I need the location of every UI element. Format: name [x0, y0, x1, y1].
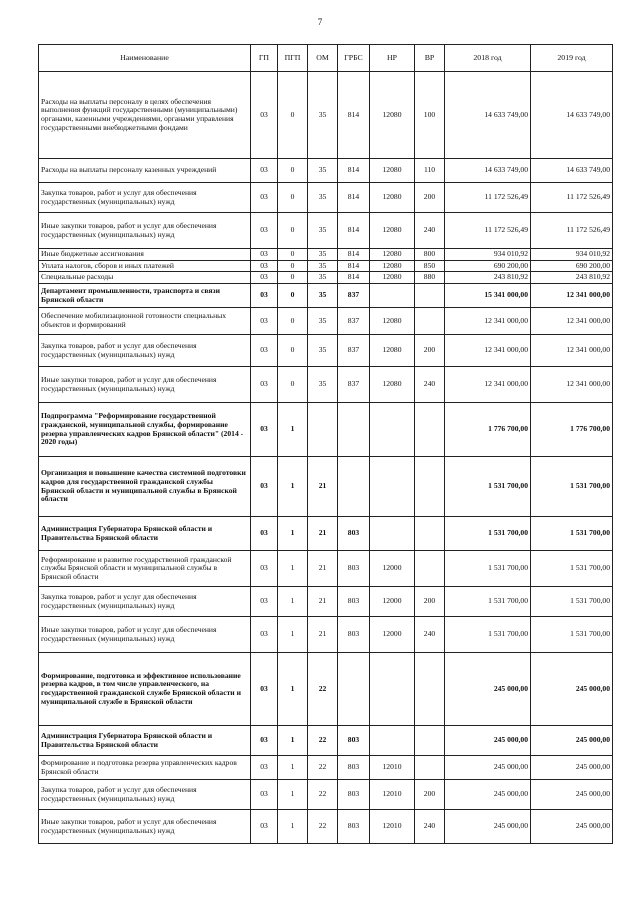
cell-nr: 12080	[370, 249, 415, 261]
table-row	[39, 308, 613, 335]
cell-2019: 12 341 000,00	[531, 284, 613, 308]
cell-nr: 12010	[370, 780, 415, 810]
cell-vr	[415, 308, 445, 335]
cell-2018: 1 531 700,00	[445, 587, 531, 617]
header-row	[39, 45, 613, 72]
cell-2018: 1 531 700,00	[445, 551, 531, 587]
table-row	[39, 183, 613, 213]
cell-gp: 03	[251, 260, 278, 272]
cell-2019: 243 810,92	[531, 272, 613, 284]
cell-pgp: 1	[278, 780, 308, 810]
cell-2019: 934 010,92	[531, 249, 613, 261]
cell-name: Реформирование и развитие государственной гражданской службы Брянской области и муниципальной службы в Брянской области	[39, 551, 251, 587]
cell-gp: 03	[251, 72, 278, 159]
cell-gp: 03	[251, 517, 278, 551]
cell-name: Иные закупки товаров, работ и услуг для обеспечения государственных (муниципальных) нужд	[39, 367, 251, 403]
cell-name: Расходы на выплаты персоналу казенных учреждений	[39, 159, 251, 183]
cell-pgp: 0	[278, 367, 308, 403]
cell-2018: 11 172 526,49	[445, 183, 531, 213]
cell-gp: 03	[251, 284, 278, 308]
cell-pgp: 0	[278, 72, 308, 159]
cell-name: Иные закупки товаров, работ и услуг для обеспечения государственных (муниципальных) нужд	[39, 617, 251, 653]
cell-vr	[415, 284, 445, 308]
cell-pgp: 1	[278, 517, 308, 551]
cell-grbs: 837	[338, 308, 370, 335]
cell-grbs: 803	[338, 756, 370, 780]
cell-gp: 03	[251, 756, 278, 780]
cell-nr: 12080	[370, 308, 415, 335]
cell-vr: 240	[415, 213, 445, 249]
table-row	[39, 284, 613, 308]
cell-2018: 14 633 749,00	[445, 72, 531, 159]
cell-2019: 1 531 700,00	[531, 517, 613, 551]
cell-2018: 245 000,00	[445, 810, 531, 844]
cell-grbs	[338, 403, 370, 457]
cell-2019: 1 531 700,00	[531, 617, 613, 653]
cell-2018: 245 000,00	[445, 780, 531, 810]
cell-2019: 1 531 700,00	[531, 457, 613, 517]
cell-2019: 1 531 700,00	[531, 551, 613, 587]
cell-2019: 245 000,00	[531, 756, 613, 780]
cell-name: Иные закупки товаров, работ и услуг для обеспечения государственных (муниципальных) нужд	[39, 213, 251, 249]
cell-om: 35	[308, 260, 338, 272]
cell-2018: 690 200,00	[445, 260, 531, 272]
cell-nr: 12080	[370, 335, 415, 367]
cell-vr: 110	[415, 159, 445, 183]
header-vr: ВР	[415, 45, 445, 72]
cell-grbs: 803	[338, 810, 370, 844]
cell-name: Расходы на выплаты персоналу в целях обеспечения выполнения функций государственными (муниципальными) органами, казенными учреждениями, органами управления государственными внебюджетными фондами	[39, 72, 251, 159]
cell-2019: 14 633 749,00	[531, 159, 613, 183]
cell-vr: 880	[415, 272, 445, 284]
cell-om: 22	[308, 756, 338, 780]
cell-name: Обеспечение мобилизационной готовности специальных объектов и формирований	[39, 308, 251, 335]
cell-2019: 14 633 749,00	[531, 72, 613, 159]
cell-name: Иные бюджетные ассигнования	[39, 249, 251, 261]
header-grbs: ГРБС	[338, 45, 370, 72]
header-2018: 2018 год	[445, 45, 531, 72]
cell-name: Специальные расходы	[39, 272, 251, 284]
cell-gp: 03	[251, 249, 278, 261]
table-row	[39, 260, 613, 272]
cell-2019: 12 341 000,00	[531, 308, 613, 335]
cell-om: 35	[308, 249, 338, 261]
cell-2019: 1 776 700,00	[531, 403, 613, 457]
page-number: 7	[317, 17, 323, 27]
table-row	[39, 367, 613, 403]
cell-om: 22	[308, 780, 338, 810]
cell-gp: 03	[251, 403, 278, 457]
cell-nr	[370, 653, 415, 726]
cell-gp: 03	[251, 213, 278, 249]
table-row	[39, 335, 613, 367]
cell-nr: 12080	[370, 72, 415, 159]
cell-name: Организация и повышение качества системной подготовки кадров для государственной гражданской службы Брянской области и муниципальной службы в Брянской области	[39, 457, 251, 517]
cell-2018: 1 531 700,00	[445, 517, 531, 551]
cell-gp: 03	[251, 367, 278, 403]
cell-nr: 12080	[370, 367, 415, 403]
cell-om: 21	[308, 457, 338, 517]
cell-2018: 15 341 000,00	[445, 284, 531, 308]
cell-2018: 12 341 000,00	[445, 308, 531, 335]
cell-vr	[415, 457, 445, 517]
header-name: Наименование	[39, 45, 251, 72]
cell-nr	[370, 457, 415, 517]
cell-vr: 100	[415, 72, 445, 159]
cell-pgp: 0	[278, 159, 308, 183]
cell-2019: 11 172 526,49	[531, 183, 613, 213]
cell-gp: 03	[251, 726, 278, 756]
cell-nr: 12000	[370, 617, 415, 653]
cell-name: Администрация Губернатора Брянской области и Правительства Брянской области	[39, 517, 251, 551]
cell-om: 22	[308, 726, 338, 756]
cell-gp: 03	[251, 272, 278, 284]
cell-grbs: 814	[338, 249, 370, 261]
table-row	[39, 810, 613, 844]
cell-grbs: 803	[338, 726, 370, 756]
header-gp: ГП	[251, 45, 278, 72]
cell-pgp: 1	[278, 587, 308, 617]
cell-gp: 03	[251, 308, 278, 335]
cell-nr	[370, 284, 415, 308]
cell-2018: 245 000,00	[445, 756, 531, 780]
cell-vr: 800	[415, 249, 445, 261]
cell-2018: 245 000,00	[445, 653, 531, 726]
cell-grbs: 803	[338, 780, 370, 810]
cell-pgp: 1	[278, 403, 308, 457]
cell-vr: 200	[415, 335, 445, 367]
cell-grbs: 803	[338, 617, 370, 653]
cell-om: 21	[308, 617, 338, 653]
table-row	[39, 517, 613, 551]
cell-vr	[415, 726, 445, 756]
cell-om: 22	[308, 653, 338, 726]
cell-vr: 200	[415, 183, 445, 213]
cell-2018: 243 810,92	[445, 272, 531, 284]
cell-vr: 850	[415, 260, 445, 272]
cell-gp: 03	[251, 617, 278, 653]
cell-grbs: 803	[338, 551, 370, 587]
cell-gp: 03	[251, 653, 278, 726]
cell-gp: 03	[251, 587, 278, 617]
cell-nr: 12080	[370, 213, 415, 249]
cell-om: 35	[308, 335, 338, 367]
cell-name: Иные закупки товаров, работ и услуг для обеспечения государственных (муниципальных) нужд	[39, 810, 251, 844]
cell-om: 21	[308, 517, 338, 551]
cell-name: Уплата налогов, сборов и иных платежей	[39, 260, 251, 272]
cell-2018: 245 000,00	[445, 726, 531, 756]
table-row	[39, 726, 613, 756]
cell-2018: 1 776 700,00	[445, 403, 531, 457]
cell-grbs: 814	[338, 260, 370, 272]
cell-om: 35	[308, 159, 338, 183]
cell-pgp: 0	[278, 183, 308, 213]
table-row	[39, 72, 613, 159]
cell-grbs: 814	[338, 183, 370, 213]
cell-pgp: 1	[278, 810, 308, 844]
cell-name: Подпрограмма "Реформирование государственной гражданской, муниципальной службы, формирование резерва управленческих кадров Брянской области" (2014 - 2020 годы)	[39, 403, 251, 457]
table-row	[39, 213, 613, 249]
cell-nr: 12010	[370, 810, 415, 844]
cell-2019: 245 000,00	[531, 780, 613, 810]
cell-grbs: 837	[338, 367, 370, 403]
table-row	[39, 587, 613, 617]
cell-om	[308, 403, 338, 457]
cell-gp: 03	[251, 780, 278, 810]
cell-vr	[415, 403, 445, 457]
cell-om: 35	[308, 183, 338, 213]
table-row	[39, 617, 613, 653]
cell-gp: 03	[251, 183, 278, 213]
cell-2018: 1 531 700,00	[445, 457, 531, 517]
cell-name: Закупка товаров, работ и услуг для обеспечения государственных (муниципальных) нужд	[39, 780, 251, 810]
cell-vr: 200	[415, 780, 445, 810]
cell-2019: 12 341 000,00	[531, 367, 613, 403]
cell-gp: 03	[251, 551, 278, 587]
table-row	[39, 457, 613, 517]
cell-vr: 200	[415, 587, 445, 617]
cell-name: Формирование и подготовка резерва управленческих кадров Брянской области	[39, 756, 251, 780]
cell-2019: 245 000,00	[531, 810, 613, 844]
cell-vr: 240	[415, 810, 445, 844]
cell-pgp: 0	[278, 284, 308, 308]
cell-2018: 934 010,92	[445, 249, 531, 261]
cell-om: 22	[308, 810, 338, 844]
cell-gp: 03	[251, 335, 278, 367]
cell-pgp: 0	[278, 260, 308, 272]
cell-nr: 12000	[370, 551, 415, 587]
cell-2018: 14 633 749,00	[445, 159, 531, 183]
cell-name: Формирование, подготовка и эффективное использование резерва кадров, в том числе управленческого, на государственной гражданской службе Брянской области и муниципальной службе в Брянской области	[39, 653, 251, 726]
cell-grbs	[338, 653, 370, 726]
table-row	[39, 756, 613, 780]
cell-name: Закупка товаров, работ и услуг для обеспечения государственных (муниципальных) нужд	[39, 183, 251, 213]
cell-2018: 12 341 000,00	[445, 367, 531, 403]
cell-gp: 03	[251, 159, 278, 183]
budget-table	[38, 44, 613, 844]
cell-name: Закупка товаров, работ и услуг для обеспечения государственных (муниципальных) нужд	[39, 587, 251, 617]
cell-2018: 1 531 700,00	[445, 617, 531, 653]
cell-gp: 03	[251, 457, 278, 517]
table-row	[39, 653, 613, 726]
cell-2018: 12 341 000,00	[445, 335, 531, 367]
cell-vr	[415, 551, 445, 587]
cell-2019: 12 341 000,00	[531, 335, 613, 367]
cell-om: 35	[308, 213, 338, 249]
cell-pgp: 0	[278, 308, 308, 335]
cell-vr	[415, 653, 445, 726]
cell-2019: 245 000,00	[531, 653, 613, 726]
cell-name: Администрация Губернатора Брянской области и Правительства Брянской области	[39, 726, 251, 756]
table-row	[39, 551, 613, 587]
cell-vr	[415, 756, 445, 780]
cell-nr: 12080	[370, 272, 415, 284]
cell-grbs: 814	[338, 159, 370, 183]
header-2019: 2019 год	[531, 45, 613, 72]
cell-om: 35	[308, 308, 338, 335]
cell-2018: 11 172 526,49	[445, 213, 531, 249]
cell-pgp: 1	[278, 756, 308, 780]
cell-om: 21	[308, 551, 338, 587]
cell-om: 35	[308, 284, 338, 308]
cell-grbs: 814	[338, 272, 370, 284]
cell-om: 35	[308, 367, 338, 403]
cell-2019: 245 000,00	[531, 726, 613, 756]
cell-pgp: 1	[278, 617, 308, 653]
cell-grbs: 837	[338, 284, 370, 308]
cell-om: 35	[308, 72, 338, 159]
cell-grbs: 803	[338, 517, 370, 551]
cell-pgp: 1	[278, 457, 308, 517]
cell-vr: 240	[415, 367, 445, 403]
cell-nr	[370, 726, 415, 756]
cell-pgp: 1	[278, 551, 308, 587]
cell-nr: 12010	[370, 756, 415, 780]
header-om: ОМ	[308, 45, 338, 72]
cell-vr: 240	[415, 617, 445, 653]
cell-nr: 12000	[370, 587, 415, 617]
table-row	[39, 249, 613, 261]
cell-om: 21	[308, 587, 338, 617]
cell-grbs: 814	[338, 213, 370, 249]
header-nr: НР	[370, 45, 415, 72]
cell-pgp: 0	[278, 213, 308, 249]
cell-gp: 03	[251, 810, 278, 844]
cell-vr	[415, 517, 445, 551]
cell-om: 35	[308, 272, 338, 284]
table-row	[39, 780, 613, 810]
cell-nr: 12080	[370, 260, 415, 272]
table-row	[39, 403, 613, 457]
cell-name: Департамент промышленности, транспорта и связи Брянской области	[39, 284, 251, 308]
cell-pgp: 1	[278, 726, 308, 756]
cell-pgp: 0	[278, 272, 308, 284]
cell-grbs: 814	[338, 72, 370, 159]
table-row	[39, 159, 613, 183]
table-row	[39, 272, 613, 284]
cell-name: Закупка товаров, работ и услуг для обеспечения государственных (муниципальных) нужд	[39, 335, 251, 367]
cell-2019: 690 200,00	[531, 260, 613, 272]
cell-2019: 1 531 700,00	[531, 587, 613, 617]
cell-2019: 11 172 526,49	[531, 213, 613, 249]
cell-grbs: 837	[338, 335, 370, 367]
cell-grbs	[338, 457, 370, 517]
cell-nr	[370, 517, 415, 551]
cell-pgp: 1	[278, 653, 308, 726]
cell-pgp: 0	[278, 335, 308, 367]
header-pgp: ПГП	[278, 45, 308, 72]
cell-pgp: 0	[278, 249, 308, 261]
cell-grbs: 803	[338, 587, 370, 617]
cell-nr: 12080	[370, 183, 415, 213]
cell-nr: 12080	[370, 159, 415, 183]
cell-nr	[370, 403, 415, 457]
